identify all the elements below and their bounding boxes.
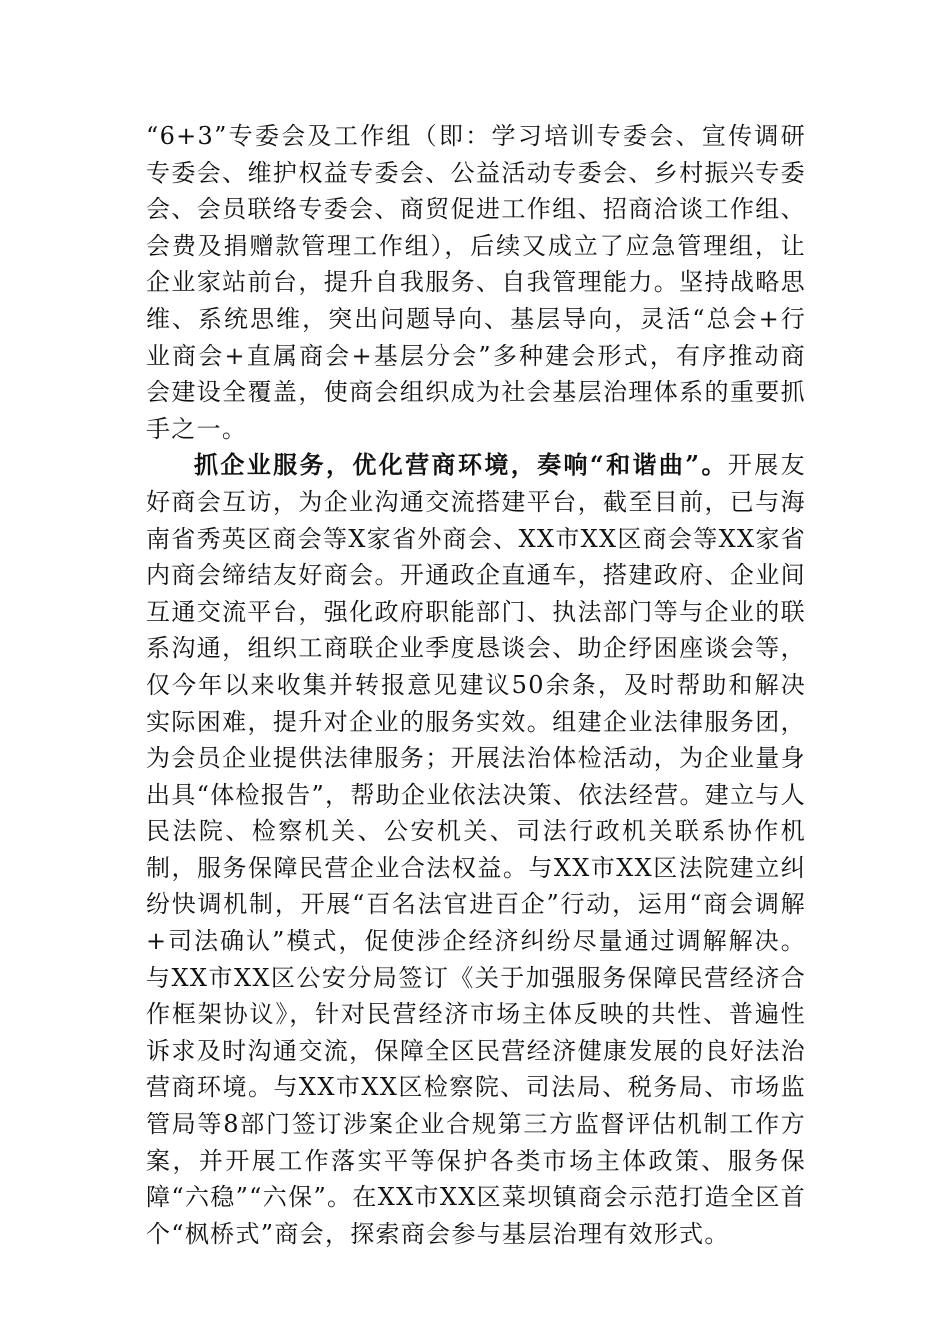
paragraph-1-text: “6+3”专委会及工作组（即：学习培训专委会、宣传调研专委会、维护权益专委会、公益活动专委会、乡村振兴专委会、会员联络专委会、商贸促进工作组、招商洽谈工作组、会费及捐赠款管理工作组），后续又成立了应急管理组，让企业家站前台，提升自我服务、自我管理能力。坚持战略思维、系统思维，突出问题导向、基层导向，灵活“总会+行业商会+直属商会+基层分会”多种建会形式，有序推动商会建设全覆盖，使商会组织成为社会基层治理体系的重要抓手之一。 (146, 122, 806, 443)
paragraph-1 (146, 118, 806, 447)
paragraph-2-text: 开展友好商会互访，为企业沟通交流搭建平台，截至目前，已与海南省秀英区商会等X家省外商会、XX市XX区商会等XX家省内商会缔结友好商会。开通政企直通车，搭建政府、企业间互通交流平台，强化政府职能部门、执法部门等与企业的联系沟通，组织工商联企业季度恳谈会、助企纾困座谈会等，仅今年以来收集并转报意见建议50余条，及时帮助和解决实际困难，提升对企业的服务实效。组建企业法律服务团，为会员企业提供法律服务；开展法治体检活动，为企业量身出具“体检报告”，帮助企业依法决策、依法经营。建立与人民法院、检察机关、公安机关、司法行政机关联系协作机制，服务保障民营企业合法权益。与XX市XX区法院建立纠纷快调机制，开展“百名法官进百企”行动，运用“商会调解+司法确认”模式，促使涉企经济纠纷尽量通过调解解决。与XX市XX区公安分局签订《关于加强服务保障民营经济合作框架协议》，针对民营经济市场主体反映的共性、普遍性诉求及时沟通交流，保障全区民营经济健康发展的良好法治营商环境。与XX市XX区检察院、司法局、税务局、市场监管局等8部门签订涉案企业合规第三方监督评估机制工作方案，并开展工作落实平等保护各类市场主体政策、服务保障“六稳”“六保”。在XX市XX区菜坝镇商会示范打造全区首个“枫桥式”商会，探索商会参与基层治理有效形式。 (146, 451, 806, 1248)
paragraph-2 (146, 447, 806, 1252)
paragraph-2-lead: 抓企业服务，优化营商环境，奏响“和谐曲”。 (194, 450, 728, 480)
document-body (146, 118, 806, 1252)
